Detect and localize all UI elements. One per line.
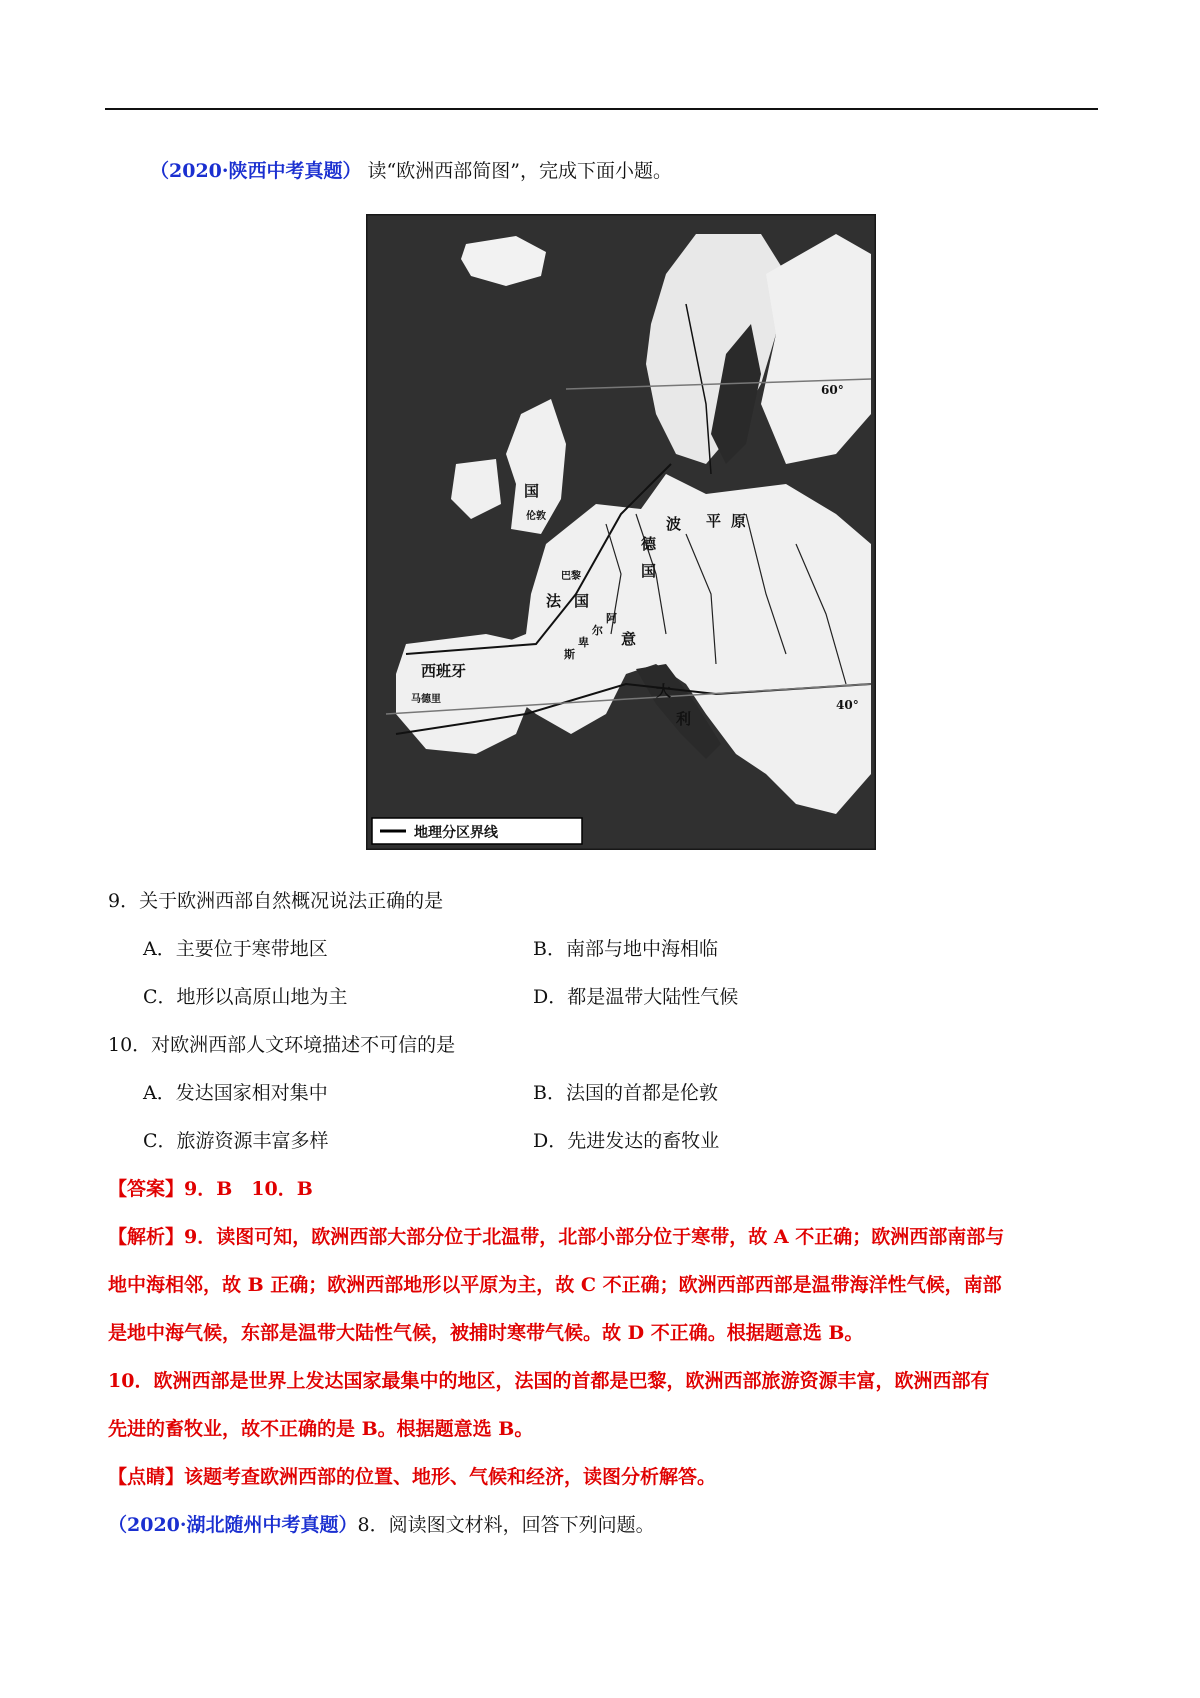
map-label-er: 尔 — [592, 624, 603, 637]
map-label-yuan: 原 — [731, 512, 747, 530]
analysis-line-3: 是地中海气候，东部是温带大陆性气候，被捕时寒带气候。故 D 不正确。根据题意选 B。 — [108, 1322, 864, 1344]
map-label-a: 阿 — [606, 612, 617, 625]
finland-landmass — [761, 234, 871, 464]
header-rule — [105, 108, 1098, 110]
analysis-line-2: 地中海相邻，故 B 正确；欧洲西部地形以平原为主，故 C 不正确；欧洲西部西部是温带海洋性气候，南部 — [108, 1274, 1002, 1296]
map-label-yi: 意 — [621, 630, 637, 648]
q10-option-a[interactable]: A．发达国家相对集中 — [143, 1082, 328, 1104]
map-label-ping: 平 — [706, 512, 722, 530]
analysis-text-1: 9．读图可知，欧洲西部大部分位于北温带，北部小部分位于寒带，故 A 不正确；欧洲西部南部与 — [184, 1226, 1005, 1248]
question-source: （2020·陕西中考真题） — [150, 160, 362, 182]
answer-text: 9．B 10．B — [184, 1178, 313, 1200]
map-label-uk: 国 — [524, 482, 540, 500]
map-label-london: 伦敦 — [526, 511, 546, 522]
q10-stem: 10．对欧洲西部人文环境描述不可信的是 — [108, 1034, 456, 1056]
q9-option-d[interactable]: D．都是温带大陆性气候 — [533, 986, 739, 1008]
analysis-tag: 【解析】 — [108, 1226, 185, 1248]
map-label-bo: 波 — [666, 515, 682, 533]
map-svg — [366, 214, 876, 850]
map-label-bei: 卑 — [578, 636, 589, 649]
analysis-line-4: 10．欧洲西部是世界上发达国家最集中的地区，法国的首都是巴黎，欧洲西部旅游资源丰富，欧洲西部有 — [108, 1370, 990, 1392]
map-label-de: 德 — [641, 535, 657, 553]
analysis-line-1 — [108, 1224, 1004, 1250]
map-label-guo2: 国 — [641, 562, 657, 580]
next-question-source: （2020·湖北随州中考真题） — [108, 1514, 358, 1536]
map-label-si: 斯 — [564, 648, 575, 661]
comment-text: 该题考查欧洲西部的位置、地形、气候和经济，读图分析解答。 — [184, 1466, 717, 1488]
q9-option-a[interactable]: A．主要位于寒带地区 — [143, 938, 328, 960]
question-intro — [150, 158, 672, 184]
analysis-line-5: 先进的畜牧业，故不正确的是 B。根据题意选 B。 — [108, 1418, 534, 1440]
q9-option-c[interactable]: C．地形以高原山地为主 — [143, 986, 348, 1008]
europe-west-map — [366, 214, 876, 850]
answer-line — [108, 1176, 313, 1202]
map-label-guo: 国 — [574, 592, 590, 610]
next-question-text: 8．阅读图文材料，回答下列问题。 — [357, 1514, 655, 1536]
answer-tag: 【答案】 — [108, 1178, 185, 1200]
question-instruction: 读“欧洲西部简图”，完成下面小题。 — [367, 160, 672, 182]
q9-option-b[interactable]: B．南部与地中海相临 — [533, 938, 718, 960]
map-label-fa: 法 — [546, 592, 562, 610]
comment-line — [108, 1464, 716, 1490]
q10-option-d[interactable]: D．先进发达的畜牧业 — [533, 1130, 720, 1152]
map-legend-text: 地理分区界线 — [414, 825, 498, 841]
q9-stem: 9．关于欧洲西部自然概况说法正确的是 — [108, 890, 444, 912]
q10-option-c[interactable]: C．旅游资源丰富多样 — [143, 1130, 329, 1152]
comment-tag: 【点睛】 — [108, 1466, 185, 1488]
map-label-spain: 西班牙 — [421, 662, 467, 680]
next-question-intro — [108, 1512, 655, 1538]
latitude-40-label: 40° — [836, 698, 859, 712]
q10-option-b[interactable]: B．法国的首都是伦敦 — [533, 1082, 718, 1104]
map-label-da: 大 — [656, 682, 672, 700]
latitude-60-label: 60° — [821, 383, 844, 397]
map-label-paris: 巴黎 — [561, 571, 581, 582]
map-label-li: 利 — [676, 710, 692, 728]
map-label-madrid: 马德里 — [411, 694, 441, 705]
